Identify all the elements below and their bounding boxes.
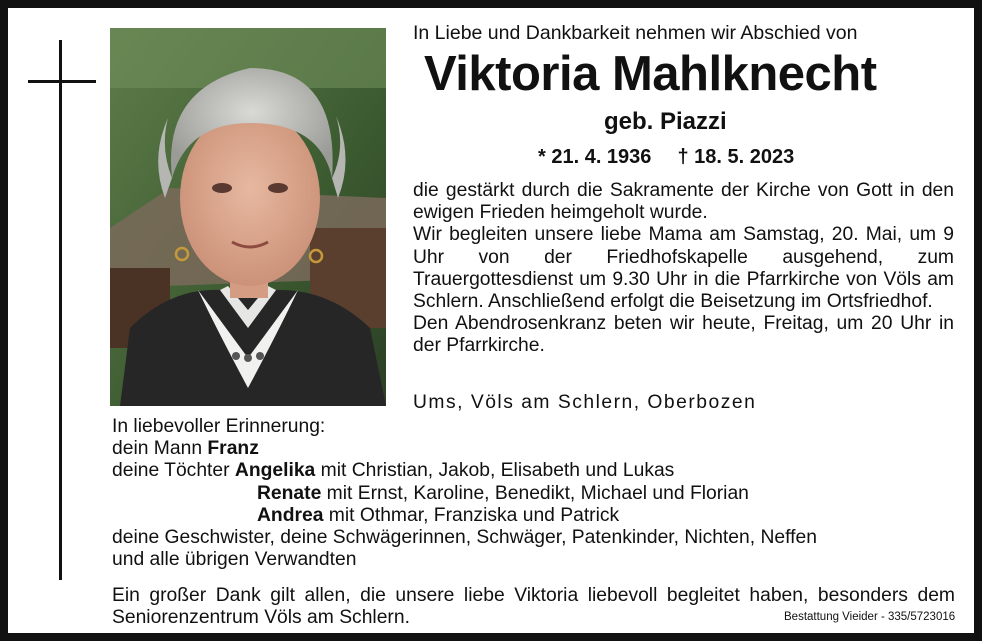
paragraph: die gestärkt durch die Sakramente der Kirche von Gott in den ewigen Frieden heimgeholt wurde. bbox=[413, 180, 954, 224]
daughter-name: Andrea bbox=[257, 504, 324, 526]
paragraph: Wir begleiten unsere liebe Mama am Samstag, 20. Mai, um 9 Uhr von der Friedhofskapelle ausgehend, zum Trauergottesdienst um 9.30 Uhr in die Pfarrkirche von Völs am Schlern. Anschließend erfolgt die Beisetzung im Ortsfriedhof. bbox=[413, 224, 954, 313]
husband-prefix: dein Mann bbox=[112, 438, 203, 460]
husband-line bbox=[112, 438, 952, 460]
notice-body bbox=[413, 180, 954, 358]
daughter-line bbox=[112, 483, 952, 505]
relatives-line: deine Geschwister, deine Schwägerinnen, Schwäger, Patenkinder, Nichten, Neffen bbox=[112, 527, 817, 549]
husband-name: Franz bbox=[207, 438, 259, 460]
undertaker-contact: Bestattung Vieider - 335/5723016 bbox=[784, 611, 956, 623]
intro-text: In Liebe und Dankbarkeit nehmen wir Abschied von bbox=[413, 22, 858, 44]
family-list bbox=[112, 416, 952, 571]
relatives-line: und alle übrigen Verwandten bbox=[112, 549, 357, 571]
daughter-line bbox=[112, 505, 952, 527]
daughter-family: mit Ernst, Karoline, Benedikt, Michael und Florian bbox=[326, 482, 749, 504]
birth-date: * 21. 4. 1936 bbox=[538, 146, 652, 168]
daughter-name: Renate bbox=[257, 482, 322, 504]
family-heading: In liebevoller Erinnerung: bbox=[112, 416, 326, 437]
birth-name: geb. Piazzi bbox=[604, 108, 727, 135]
life-dates bbox=[538, 146, 794, 169]
places-line: Ums, Völs am Schlern, Oberbozen bbox=[413, 392, 757, 413]
daughter-family: mit Othmar, Franziska und Patrick bbox=[328, 504, 620, 526]
death-date: † 18. 5. 2023 bbox=[677, 146, 795, 168]
daughter-name: Angelika bbox=[234, 460, 316, 482]
paragraph: Den Abendrosenkranz beten wir heute, Freitag, um 20 Uhr in der Pfarrkirche. bbox=[413, 313, 954, 357]
cross-icon-horizontal bbox=[28, 80, 96, 83]
cross-icon-vertical bbox=[59, 40, 62, 580]
daughters-prefix: deine Töchter bbox=[112, 460, 230, 482]
deceased-name: Viktoria Mahlknecht bbox=[424, 47, 877, 101]
thanks-text: Ein großer Dank gilt allen, die unsere liebe Viktoria liebevoll begleitet haben, besonders dem Seniorenzentrum Völs am Schlern. bbox=[112, 585, 955, 629]
portrait-photo bbox=[110, 28, 386, 406]
daughter-family: mit Christian, Jakob, Elisabeth und Lukas bbox=[320, 460, 675, 482]
daughter-line bbox=[112, 460, 952, 482]
